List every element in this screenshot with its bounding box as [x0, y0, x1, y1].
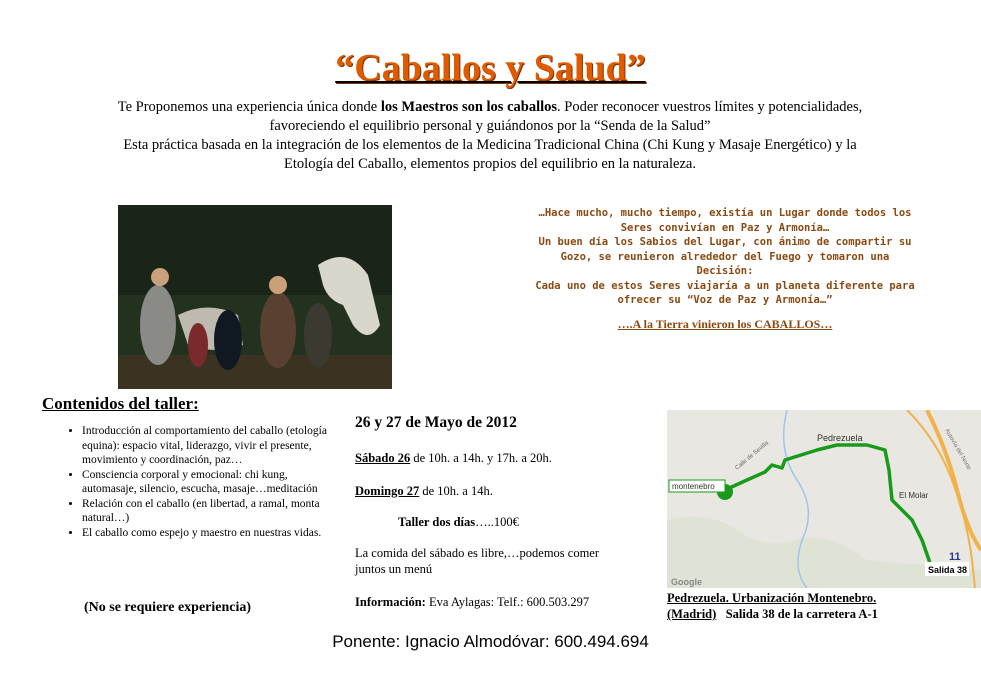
map-label-road: 11 — [949, 551, 961, 563]
intro-highlight: los Maestros son los caballos — [380, 99, 558, 115]
price — [398, 515, 519, 530]
location-exit: Salida 38 de la carretera A-1 — [716, 607, 878, 621]
map-label-highway: Autovía del Norte — [943, 428, 972, 472]
info-value: Eva Aylagas: Telf.: 600.503.297 — [425, 595, 590, 609]
location-region: (Madrid) — [667, 607, 717, 621]
location-line-2 — [667, 606, 981, 622]
price-value: …..100€ — [475, 515, 519, 529]
info-label: Información: — [355, 595, 426, 609]
story-line: Decisión: — [696, 265, 754, 277]
contents-list — [62, 424, 337, 540]
list-item: • Relación con el caballo (en libertad, a ramal, monta natural…) — [82, 497, 337, 526]
experience-note: (No se requiere experiencia) — [84, 600, 252, 615]
lunch-note: La comida del sábado es libre,…podemos comer juntos un menú — [355, 546, 600, 576]
intro-line-1 — [30, 98, 950, 117]
story-line: …Hace mucho, mucho tiempo, existía un Lugar donde todos los — [538, 207, 912, 219]
saturday-label: Sábado 26 — [355, 451, 411, 465]
story-line: Gozo, se reunieron alrededor del Fuego y tomaron una — [560, 250, 890, 263]
saturday-schedule — [355, 451, 552, 466]
map-label-pedrezuela: Pedrezuela — [817, 433, 863, 443]
list-item: • El caballo como espejo y maestro en nuestras vidas. — [82, 526, 337, 541]
story-line: ofrecer su “Voz de Paz y Armonía…” — [617, 294, 833, 306]
speaker-info: Ponente: Ignacio Almodóvar: 600.494.694 — [332, 632, 649, 651]
horses-photo — [118, 205, 392, 389]
map-label-el-molar: El Molar — [899, 491, 929, 500]
contact-info — [355, 595, 589, 610]
saturday-hours: de 10h. a 14h. y 17h. a 20h. — [410, 451, 552, 465]
workshop-dates: 26 y 27 de Mayo de 2012 — [355, 414, 517, 431]
intro-line-2: favoreciendo el equilibrio personal y guiándonos por la “Senda de la Salud” — [269, 118, 711, 134]
story-text — [505, 206, 945, 308]
sunday-hours: de 10h. a 14h. — [419, 484, 493, 498]
intro-text: Te Proponemos una experiencia única donde — [117, 99, 381, 115]
intro-line-4: Etología del Caballo, elementos propios del equilibrio en la naturaleza. — [284, 156, 696, 172]
story-line: Seres convivían en Paz y Armonía… — [620, 221, 830, 234]
intro-paragraph — [30, 98, 950, 174]
intro-line-3: Esta práctica basada en la integración de los elementos de la Medicina Tradicional China (Chi Kung y Masaje Energético) y la — [123, 137, 857, 153]
story-ending: ….A la Tierra vinieron los CABALLOS… — [617, 317, 833, 331]
sunday-label: Domingo 27 — [355, 484, 420, 498]
map-label-google: Google — [671, 577, 702, 587]
contents-heading: Contenidos del taller: — [42, 394, 199, 413]
page-title: “Caballos y Salud” — [335, 47, 646, 89]
map-label-street: Calle de Sevilla — [734, 440, 770, 472]
list-item: • Introducción al comportamiento del caballo (etología equina): espacio vital, liderazgo, vivir el presente, movimiento y coordinación, paz… — [82, 424, 337, 468]
story-line: Cada uno de estos Seres viajaría a un planeta diferente para — [535, 279, 915, 292]
map-label-montenebro: montenebro — [672, 482, 715, 491]
location-text — [667, 590, 981, 622]
location-line-1: Pedrezuela. Urbanización Montenebro. — [667, 591, 877, 605]
list-item: • Consciencia corporal y emocional: chi kung, automasaje, silencio, escucha, masaje…meditación — [82, 468, 337, 497]
map-label-exit: Salida 38 — [928, 565, 968, 575]
sunday-schedule — [355, 484, 493, 499]
location-map — [667, 410, 981, 588]
story-line: Un buen día los Sabios del Lugar, con ánimo de compartir su — [538, 236, 912, 248]
price-label: Taller dos días — [398, 515, 476, 529]
intro-text: . Poder reconocer vuestros límites y potencialidades, — [557, 99, 863, 115]
